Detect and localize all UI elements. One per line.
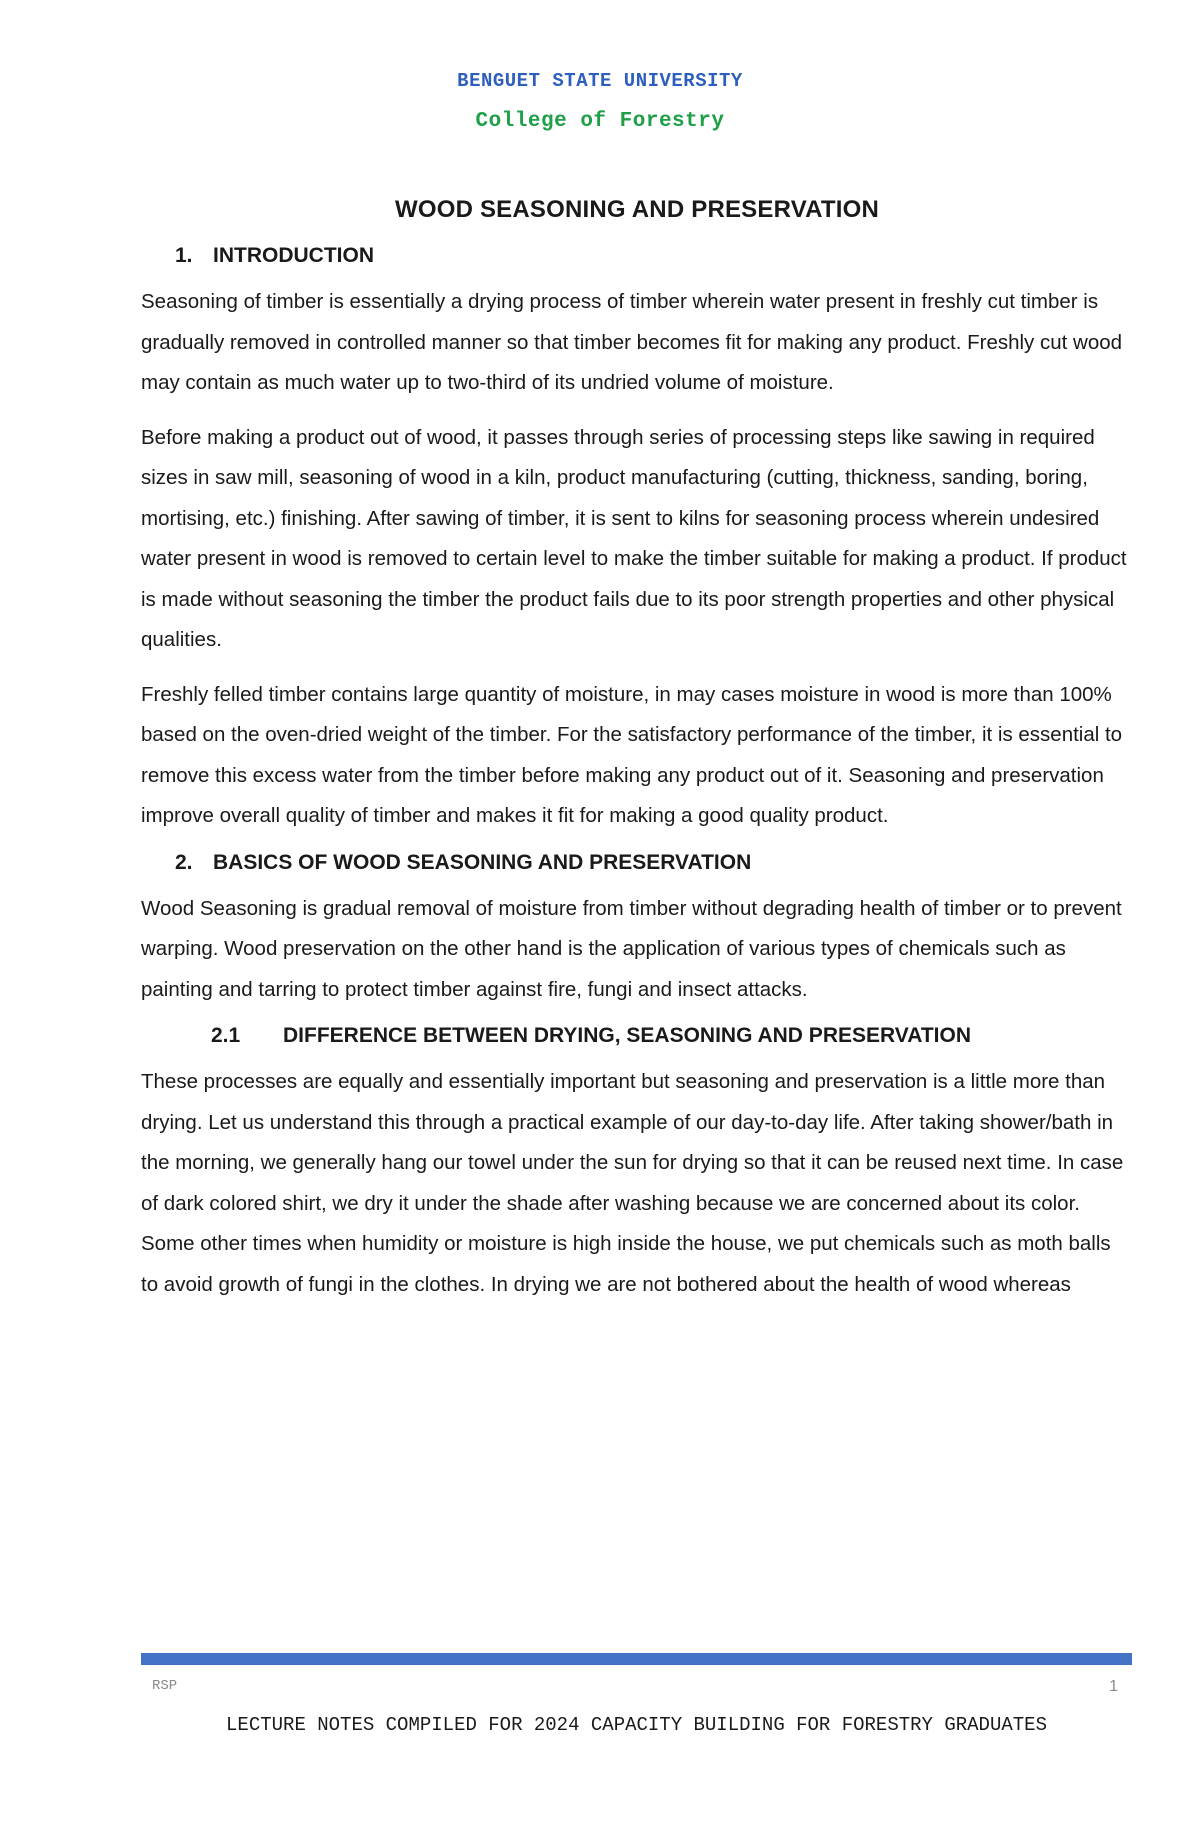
section-title: BASICS OF WOOD SEASONING AND PRESERVATION: [213, 850, 752, 874]
section-title: DIFFERENCE BETWEEN DRYING, SEASONING AND PRESERVATION: [283, 1024, 972, 1047]
paragraph: Wood Seasoning is gradual removal of moisture from timber without degrading health of timber or to prevent warping. Wood preservation on the other hand is the application of various types of chemicals such as painting and tarring to protect timber against fire, fungi and insect attacks.: [141, 896, 1122, 1001]
section-2-1-heading: [141, 1024, 1133, 1048]
footer-divider: [141, 1653, 1132, 1665]
college-name: College of Forestry: [475, 110, 725, 133]
paragraph: Seasoning of timber is essentially a drying process of timber wherein water present in freshly cut timber is gradually removed in controlled manner so that timber becomes fit for making any product. Freshly cut wood may contain as much water up to two-third of its undried volume of moisture.: [141, 290, 1123, 394]
page-number: 1: [1109, 1678, 1118, 1695]
paragraph: Before making a product out of wood, it passes through series of processing steps like sawing in required sizes in saw mill, seasoning of wood in a kiln, product manufacturing (cutting, thickness, sanding, boring, mortising, etc.) finishing. After sawing of timber, it is sent to kilns for seasoning process wherein undesired water present in wood is removed to certain level to make the timber suitable for making a product. If product is made without seasoning the timber the product fails due to its poor strength properties and other physical qualities.: [141, 425, 1127, 651]
section-number: 2.1: [211, 1024, 241, 1047]
footer-initials: RSP: [152, 1678, 178, 1694]
section-2-heading: [141, 851, 1133, 875]
section-number: 1.: [175, 244, 193, 267]
footer-note: LECTURE NOTES COMPILED FOR 2024 CAPACITY BUILDING FOR FORESTRY GRADUATES: [226, 1714, 1047, 1736]
document-title: WOOD SEASONING AND PRESERVATION: [394, 196, 880, 223]
paragraph: These processes are equally and essentially important but seasoning and preservation is a little more than drying. Let us understand this through a practical example of our day-to-day life. After taking shower/bath in the morning, we generally hang our towel under the sun for drying so that it can be reused next time. In case of dark colored shirt, we dry it under the shade after washing because we are concerned about its color. Some other times when humidity or moisture is high inside the house, we put chemicals such as moth balls to avoid growth of fungi in the clothes. In drying we are not bothered about the health of wood whereas: [141, 1070, 1124, 1296]
document-body: [141, 196, 1133, 1319]
section-1-heading: [141, 244, 1133, 268]
section-title: INTRODUCTION: [213, 244, 374, 267]
paragraph: Freshly felled timber contains large quantity of moisture, in may cases moisture in wood is more than 100% based on the oven-dried weight of the timber. For the satisfactory performance of the timber, it is essential to remove this excess water from the timber before making any product out of it. Seasoning and preservation improve overall quality of timber and makes it fit for making a good quality product.: [141, 682, 1123, 827]
section-number: 2.: [175, 850, 193, 874]
university-name: BENGUET STATE UNIVERSITY: [457, 70, 743, 92]
